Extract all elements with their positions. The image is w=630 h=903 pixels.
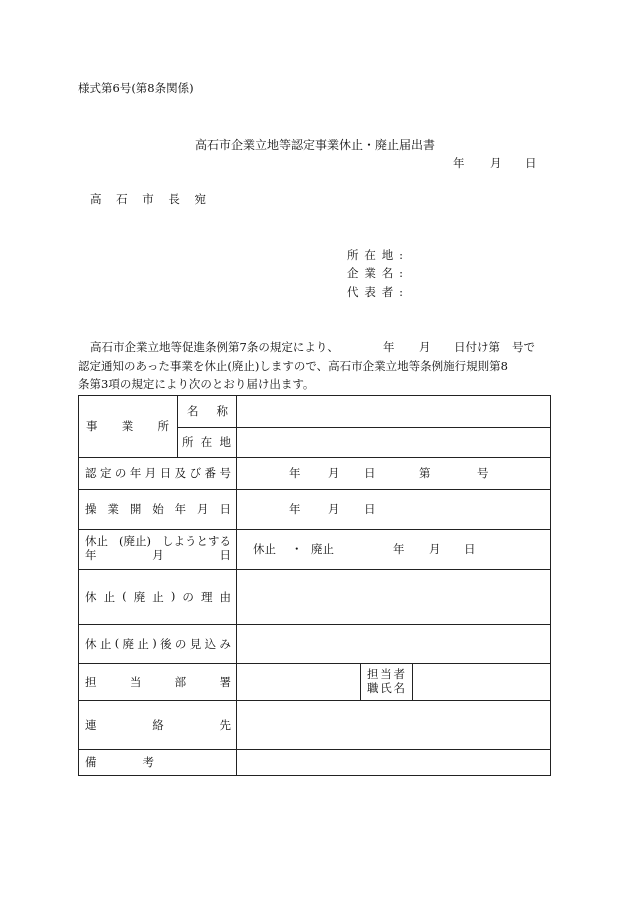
addressee — [90, 194, 206, 206]
date-year: 年 — [453, 156, 465, 170]
applicant-representative-label: 代 表 者 : — [347, 285, 403, 299]
table-border-bottom — [78, 775, 551, 776]
person-label-line2: 職 氏 名 — [367, 681, 405, 695]
date-day: 日 — [525, 156, 537, 170]
reason-value-cell[interactable] — [236, 569, 551, 624]
option-suspend[interactable]: 休止 — [253, 542, 276, 556]
body-line1-text: 高石市企業立地等促進条例第7条の規定により、 — [90, 340, 339, 354]
person-value-cell[interactable] — [412, 663, 551, 700]
applicant-address-label: 所 在 地 : — [347, 248, 403, 262]
body-day-no: 日付け第 — [454, 340, 500, 354]
planned-date-label-cell — [78, 529, 236, 569]
applicant-company-label: 企 業 名 : — [347, 266, 403, 280]
planned-date-label-line2: 年 月 日 — [85, 548, 231, 562]
start-date-value-cell[interactable]: 年 月 日 — [289, 502, 376, 516]
dept-value-cell[interactable] — [236, 663, 360, 700]
cert-date-label: 認 定 の 年 月 日 及 び 番 号 — [85, 466, 231, 480]
reason-label-cell — [78, 569, 236, 624]
outlook-label: 休 止 ( 廃 止 ) 後 の 見 込 み — [85, 635, 231, 651]
contact-value-cell[interactable] — [236, 700, 551, 749]
body-line2: 認定通知のあった事業を休止(廃止)しますので、高石市企業立地等条例施行規則第8 — [78, 359, 508, 373]
addressee-char: 市 — [142, 192, 154, 206]
outlook-label-cell — [78, 624, 236, 663]
person-label-cell — [360, 663, 412, 700]
office-label: 事 業 所 — [86, 419, 169, 433]
start-date-label: 操 業 開 始 年 月 日 — [85, 502, 231, 516]
start-date-label-cell — [78, 489, 236, 529]
remarks-label: 備 考 — [85, 755, 154, 769]
date-month: 月 — [490, 156, 502, 170]
body-month: 月 — [419, 340, 431, 354]
name-label-cell — [177, 395, 236, 427]
location-label-cell — [177, 427, 236, 457]
contact-label-cell — [78, 700, 236, 749]
dept-label-cell — [78, 663, 236, 700]
name-label: 名 称 — [187, 404, 228, 418]
name-value-cell[interactable] — [236, 395, 551, 427]
body-year: 年 — [383, 340, 395, 354]
planned-date-value-cell[interactable]: 休止 ・ 廃止 年 月 日 — [253, 542, 476, 556]
body-line3: 条第3項の規定により次のとおり届け出ます。 — [78, 377, 315, 391]
option-abolish[interactable]: 廃止 — [311, 542, 334, 556]
cert-date-label-cell — [78, 457, 236, 489]
outlook-value-cell[interactable] — [236, 624, 551, 663]
location-value-cell[interactable] — [236, 427, 551, 457]
remarks-label-cell — [78, 749, 236, 775]
form-table — [78, 395, 551, 776]
contact-label: 連 絡 先 — [85, 717, 231, 732]
body-number: 号で — [512, 340, 535, 354]
person-label-line1: 担 当 者 — [367, 667, 405, 681]
form-reference: 様式第6号(第8条関係) — [78, 81, 194, 95]
planned-date-label-line1: 休止 (廃止) しようとする — [85, 534, 231, 548]
addressee-char: 長 — [168, 192, 180, 206]
remarks-value-cell[interactable] — [236, 749, 551, 775]
document-title: 高石市企業立地等認定事業休止・廃止届出書 — [195, 138, 436, 152]
cert-date-value-cell[interactable]: 年 月 日 第 号 — [289, 466, 489, 480]
reason-label: 休 止 ( 廃 止 ) の 理 由 — [85, 588, 231, 604]
addressee-char: 高 — [90, 192, 102, 206]
addressee-char: 石 — [116, 192, 128, 206]
office-label-cell — [78, 395, 177, 457]
location-label: 所 在 地 — [182, 435, 231, 449]
addressee-char: 宛 — [194, 192, 206, 206]
dept-label: 担 当 部 署 — [85, 674, 231, 689]
